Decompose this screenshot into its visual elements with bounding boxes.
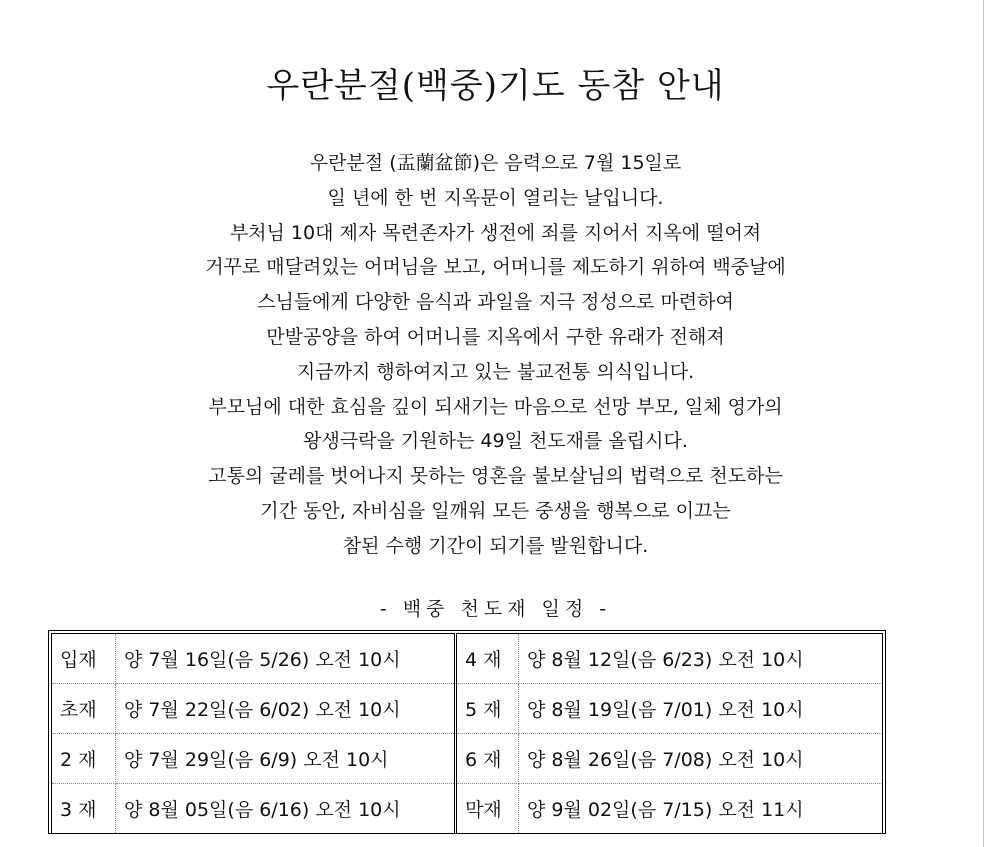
body-line: 일 년에 한 번 지옥문이 열리는 날입니다. (327, 186, 664, 209)
body-line: 부처님 10대 제자 목련존자가 생전에 죄를 지어서 지옥에 떨어져 (229, 221, 762, 244)
page-title: 우란분절(백중)기도 동참 안내 (266, 66, 725, 106)
body-line: 고통의 굴레를 벗어나지 못하는 영혼을 불보살님의 법력으로 천도하는 (208, 465, 783, 488)
table-row (52, 784, 883, 834)
body-line: 참된 수행 기간이 되기를 발원합니다. (342, 534, 649, 557)
ritual-date: 양 7월 29일(음 6/9) 오전 10시 (116, 734, 456, 784)
schedule-heading: - 백중 천도재 일정 - (379, 598, 612, 620)
table-row (52, 634, 883, 684)
body-line: 거꾸로 매달려있는 어머님을 보고, 어머니를 제도하기 위하여 백중날에 (205, 256, 786, 279)
ritual-label: 6 재 (456, 734, 519, 784)
notice-body (0, 146, 991, 564)
ritual-label: 막재 (456, 784, 519, 834)
ritual-label: 3 재 (52, 784, 116, 834)
ritual-label: 입재 (52, 634, 116, 684)
ritual-label: 4 재 (456, 634, 519, 684)
body-line: 왕생극락을 기원하는 49일 천도재를 올립시다. (303, 430, 688, 453)
ritual-date: 양 8월 05일(음 6/16) 오전 10시 (116, 784, 456, 834)
ritual-date: 양 9월 02일(음 7/15) 오전 11시 (519, 784, 883, 834)
table-row (52, 734, 883, 784)
body-line: 스님들에게 다양한 음식과 과일을 지극 정성으로 마련하여 (257, 291, 734, 314)
ritual-date: 양 8월 12일(음 6/23) 오전 10시 (519, 634, 883, 684)
body-line: 우란분절 (盂蘭盆節)은 음력으로 7월 15일로 (309, 152, 682, 174)
ritual-date: 양 8월 19일(음 7/01) 오전 10시 (519, 684, 883, 734)
body-line: 지금까지 행하여지고 있는 불교전통 의식입니다. (296, 360, 695, 383)
table-row (52, 684, 883, 734)
body-line: 기간 동안, 자비심을 일깨워 모든 중생을 행복으로 이끄는 (260, 499, 731, 522)
ritual-date: 양 7월 16일(음 5/26) 오전 10시 (116, 634, 456, 684)
ritual-label: 초재 (52, 684, 116, 734)
schedule-table (51, 633, 883, 834)
ritual-date: 양 8월 26일(음 7/08) 오전 10시 (519, 734, 883, 784)
body-line: 부모님에 대한 효심을 깊이 되새기는 마음으로 선망 부모, 일체 영가의 (208, 395, 783, 418)
ritual-label: 2 재 (52, 734, 116, 784)
ritual-date: 양 7월 22일(음 6/02) 오전 10시 (116, 684, 456, 734)
ritual-label: 5 재 (456, 684, 519, 734)
body-line: 만발공양을 하여 어머니를 지옥에서 구한 유래가 전해져 (266, 325, 725, 348)
schedule-table-frame (48, 630, 886, 834)
